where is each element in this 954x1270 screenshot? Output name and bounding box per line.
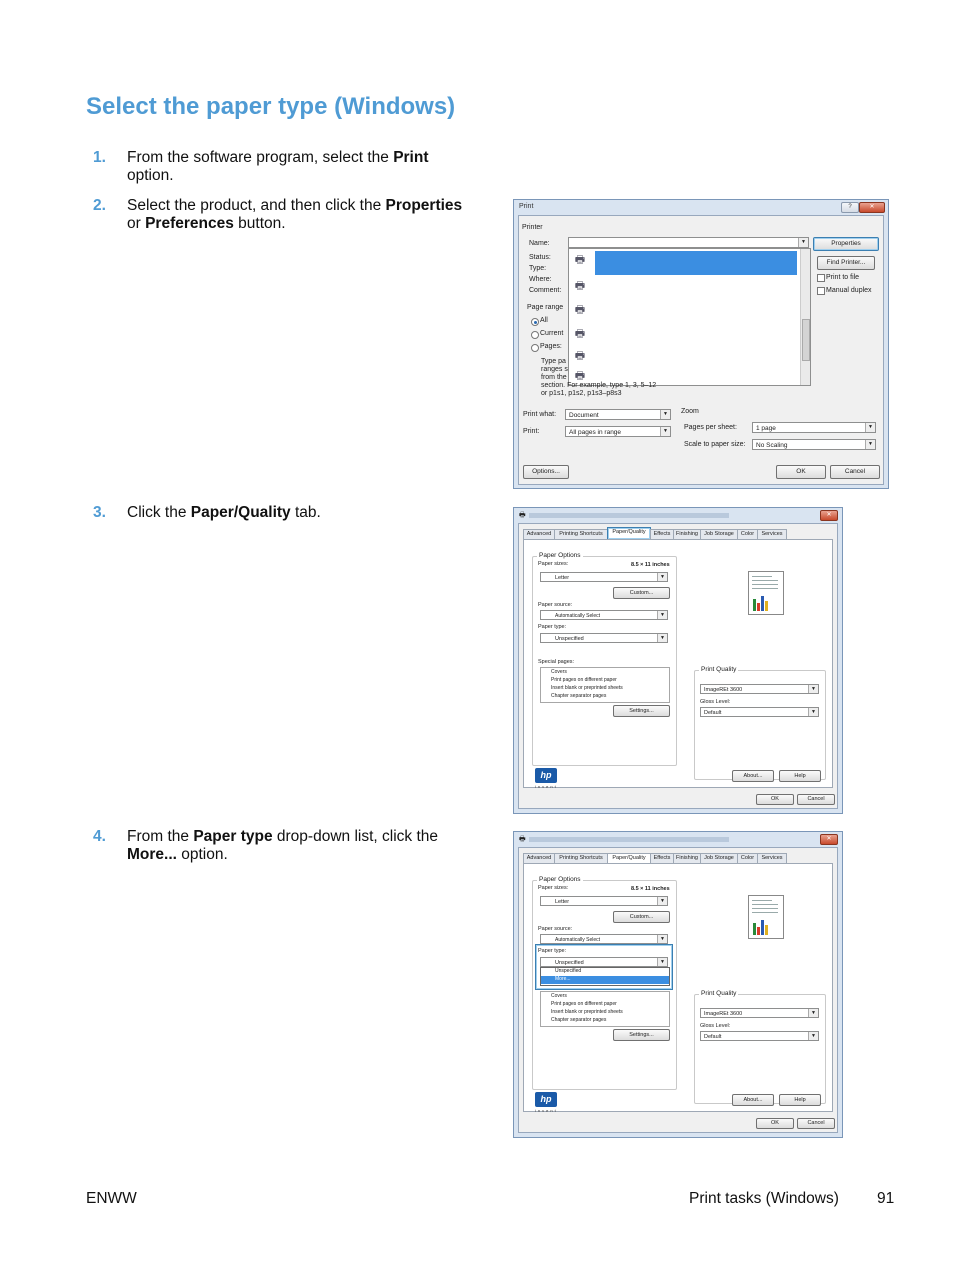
list-item[interactable]: Insert blank or preprinted sheets <box>551 1009 623 1015</box>
print-quality-select[interactable] <box>700 684 819 694</box>
list-item[interactable]: Print pages on different paper <box>551 1001 617 1007</box>
chevron-down-icon: ▼ <box>660 427 670 436</box>
paper-type-label: Paper type: <box>538 948 567 954</box>
paper-source-select[interactable] <box>540 934 668 944</box>
paper-size-dimensions: 8.5 × 11 inches <box>631 886 670 892</box>
chevron-down-icon: ▼ <box>657 573 667 581</box>
chevron-down-icon: ▼ <box>657 611 667 619</box>
hp-invent-tagline: invent <box>535 1108 558 1113</box>
chevron-down-icon: ▼ <box>808 1032 818 1040</box>
step-bold: Properties <box>385 197 463 214</box>
paper-source-select[interactable] <box>540 610 668 620</box>
paper-source-label: Paper source: <box>538 926 573 932</box>
footer-section: Print tasks (Windows) <box>689 1190 839 1207</box>
tab-services[interactable]: Services <box>757 853 787 863</box>
paper-size-value: Letter <box>555 575 570 581</box>
paper-sizes-label: Paper sizes: <box>538 885 569 891</box>
gloss-level-value: Default <box>704 1034 722 1040</box>
step-text: button. <box>233 215 286 232</box>
chevron-down-icon: ▼ <box>808 708 818 716</box>
tab-panel <box>523 863 833 1112</box>
page-range-label: Page range <box>527 304 564 311</box>
tab-job-storage[interactable]: Job Storage <box>700 529 738 539</box>
tab-paper-quality[interactable]: Paper/Quality <box>607 853 651 863</box>
properties-dialog-body <box>518 523 838 809</box>
step-text: tab. <box>290 504 321 521</box>
print-quality-value: ImageREt 3600 <box>704 687 743 693</box>
step-bold: Paper type <box>193 828 273 845</box>
printer-dropdown-list[interactable] <box>568 248 811 386</box>
manual-duplex-checkbox[interactable] <box>817 287 825 295</box>
gloss-level-select[interactable] <box>700 707 819 717</box>
close-icon[interactable]: ✕ <box>820 834 838 845</box>
hp-invent-tagline: invent <box>535 784 558 789</box>
special-pages-list[interactable] <box>540 991 670 1027</box>
document-preview-icon <box>748 895 784 939</box>
custom-button[interactable]: Custom... <box>613 911 670 923</box>
step-text: From the <box>127 828 194 845</box>
printer-icon[interactable]: 🖶 <box>574 350 586 362</box>
chevron-down-icon: ▼ <box>660 410 670 419</box>
current-label: Current <box>540 330 564 337</box>
step-bold: More... <box>127 846 177 863</box>
properties-button[interactable]: Properties <box>813 237 879 251</box>
special-pages-list[interactable] <box>540 667 670 703</box>
help-button[interactable]: Help <box>779 770 821 782</box>
gloss-level-label: Gloss Level: <box>700 699 731 705</box>
printer-icon: 🖶 <box>519 836 526 843</box>
print-quality-select[interactable] <box>700 1008 819 1018</box>
zoom-label: Zoom <box>681 408 699 415</box>
print-dialog-body <box>518 215 884 485</box>
properties-dialog <box>513 507 843 814</box>
page-range-hint: ranges s <box>541 366 568 373</box>
list-item[interactable]: Print pages on different paper <box>551 677 617 683</box>
scrollbar-thumb[interactable] <box>802 319 810 361</box>
print-to-file-label: Print to file <box>826 274 860 281</box>
all-label: All <box>540 317 548 324</box>
where-label: Where: <box>529 276 552 283</box>
print-to-file-checkbox[interactable] <box>817 274 825 282</box>
name-label: Name: <box>529 240 550 247</box>
tab-services[interactable]: Services <box>757 529 787 539</box>
chevron-down-icon: ▼ <box>657 935 667 943</box>
all-radio[interactable] <box>531 318 539 326</box>
chevron-down-icon: ▼ <box>798 238 808 247</box>
printer-group-label: Printer <box>522 224 543 231</box>
tab-panel <box>523 539 833 788</box>
page-number: 91 <box>877 1190 895 1207</box>
paper-size-value: Letter <box>555 899 570 905</box>
tab-job-storage[interactable]: Job Storage <box>700 853 738 863</box>
paper-size-select[interactable] <box>540 572 668 582</box>
ok-button[interactable]: OK <box>756 794 794 805</box>
paper-type-dropdown[interactable] <box>540 967 670 986</box>
properties-dialog-body <box>518 847 838 1133</box>
chevron-down-icon: ▼ <box>808 685 818 693</box>
ok-button[interactable]: OK <box>756 1118 794 1129</box>
dialog-title: Print <box>519 203 534 210</box>
tab-advanced[interactable]: Advanced <box>523 529 555 539</box>
step-text: Click the <box>127 504 191 521</box>
tab-printing-shortcuts[interactable]: Printing Shortcuts <box>554 529 608 539</box>
step-text: or <box>127 215 146 232</box>
cancel-button[interactable]: Cancel <box>830 465 880 479</box>
chevron-down-icon: ▼ <box>808 1009 818 1017</box>
paper-options-group <box>532 552 677 766</box>
about-button[interactable]: About... <box>732 1094 774 1106</box>
gloss-level-value: Default <box>704 710 722 716</box>
paper-source-label: Paper source: <box>538 602 573 608</box>
paper-type-value: Unspecified <box>555 960 584 966</box>
print-what-select[interactable] <box>565 409 671 420</box>
close-icon[interactable]: ✕ <box>859 202 885 213</box>
settings-button[interactable]: Settings... <box>613 705 670 717</box>
ok-button[interactable]: OK <box>776 465 826 479</box>
paper-options-group <box>532 876 677 1090</box>
scale-select[interactable] <box>752 439 876 450</box>
pages-per-sheet-label: Pages per sheet: <box>684 424 737 431</box>
step-bold: Paper/Quality <box>190 504 291 521</box>
step-number: 1. <box>93 149 106 166</box>
paper-options-title: Paper Options <box>539 552 581 559</box>
gloss-level-select[interactable] <box>700 1031 819 1041</box>
pages-per-sheet-select[interactable] <box>752 422 876 433</box>
step-number: 3. <box>93 504 106 521</box>
chevron-down-icon: ▼ <box>865 440 875 449</box>
tab-effects[interactable]: Effects <box>650 529 674 539</box>
printer-icon: 🖶 <box>519 512 526 519</box>
tab-finishing[interactable]: Finishing <box>673 853 701 863</box>
print-value: All pages in range <box>569 429 622 436</box>
step-text: option. <box>176 846 228 863</box>
hp-logo: hp <box>535 1092 557 1107</box>
options-button[interactable]: Options... <box>523 465 569 479</box>
document-preview-icon <box>748 571 784 615</box>
step-number: 4. <box>93 828 106 845</box>
printer-list-scrollbar[interactable] <box>800 249 810 385</box>
type-label: Type: <box>529 265 547 272</box>
status-label: Status: <box>529 254 551 261</box>
tab-finishing[interactable]: Finishing <box>673 529 701 539</box>
page-range-hint: section. For example, type 1, 3, 5–12 <box>541 382 657 389</box>
tab-advanced[interactable]: Advanced <box>523 853 555 863</box>
print-quality-group <box>694 990 826 1104</box>
close-icon[interactable]: ✕ <box>820 510 838 521</box>
gloss-level-label: Gloss Level: <box>700 1023 731 1029</box>
tab-effects[interactable]: Effects <box>650 853 674 863</box>
pages-radio[interactable] <box>531 344 539 352</box>
list-item[interactable]: Chapter separator pages <box>551 693 607 699</box>
paper-type-value: Unspecified <box>555 636 584 642</box>
tab-bar <box>523 529 833 539</box>
step-text: drop-down list, click the <box>272 828 438 845</box>
print-quality-title: Print Quality <box>701 666 737 673</box>
special-pages-label: Special pages: <box>538 659 575 665</box>
printer-highlight <box>595 251 797 275</box>
print-dialog <box>513 199 889 489</box>
custom-button[interactable]: Custom... <box>613 587 670 599</box>
chevron-down-icon: ▼ <box>657 897 667 905</box>
paper-size-select[interactable] <box>540 896 668 906</box>
print-label: Print: <box>523 428 540 435</box>
properties-dialog-paper-type <box>513 831 843 1138</box>
printer-icon[interactable]: 🖶 <box>574 304 586 316</box>
printer-icon[interactable]: 🖶 <box>574 370 586 382</box>
tab-paper-quality[interactable]: Paper/Quality <box>607 527 651 539</box>
list-item[interactable]: Insert blank or preprinted sheets <box>551 685 623 691</box>
page-range-hint: Type pa <box>541 358 566 365</box>
pages-label: Pages: <box>540 343 562 350</box>
printer-name-select[interactable] <box>568 237 809 248</box>
paper-source-value: Automatically Select <box>555 613 601 619</box>
tab-color[interactable]: Color <box>737 853 758 863</box>
print-select[interactable] <box>565 426 671 437</box>
paper-type-select[interactable] <box>540 633 668 643</box>
help-icon[interactable]: ? <box>841 202 859 213</box>
hp-logo: hp <box>535 768 557 783</box>
page-title: Select the paper type (Windows) <box>86 93 456 120</box>
paper-sizes-label: Paper sizes: <box>538 561 569 567</box>
scale-label: Scale to paper size: <box>684 441 746 448</box>
scale-value: No Scaling <box>756 442 788 449</box>
cancel-button[interactable]: Cancel <box>797 794 835 805</box>
step-text: Select the product, and then click the <box>127 197 386 214</box>
printer-icon[interactable]: 🖶 <box>574 328 586 340</box>
chevron-down-icon: ▼ <box>657 634 667 642</box>
option-more[interactable]: More... <box>555 976 571 982</box>
print-what-value: Document <box>569 412 599 419</box>
page-range-hint: or p1s1, p1s2, p1s3–p8s3 <box>541 390 622 397</box>
paper-options-title: Paper Options <box>539 876 581 883</box>
paper-type-label: Paper type: <box>538 624 567 630</box>
print-what-label: Print what: <box>523 411 557 418</box>
pages-per-sheet-value: 1 page <box>756 425 776 432</box>
tab-bar <box>523 853 833 863</box>
help-button[interactable]: Help <box>779 1094 821 1106</box>
step-bold: Print <box>393 149 429 166</box>
list-item[interactable]: Covers <box>551 993 567 999</box>
chevron-down-icon: ▼ <box>865 423 875 432</box>
current-radio[interactable] <box>531 331 539 339</box>
list-item[interactable]: Chapter separator pages <box>551 1017 607 1023</box>
print-quality-value: ImageREt 3600 <box>704 1011 743 1017</box>
tab-color[interactable]: Color <box>737 529 758 539</box>
option-unspecified[interactable]: Unspecified <box>555 968 582 974</box>
dialog-title-blurred <box>529 513 729 518</box>
tab-printing-shortcuts[interactable]: Printing Shortcuts <box>554 853 608 863</box>
step-text: From the software program, select the <box>127 149 394 166</box>
find-printer-button[interactable]: Find Printer... <box>817 256 875 270</box>
print-quality-title: Print Quality <box>701 990 737 997</box>
paper-type-select[interactable] <box>540 957 668 967</box>
page-range-hint: from the <box>541 374 567 381</box>
dialog-title-blurred <box>529 837 729 842</box>
comment-label: Comment: <box>529 287 562 294</box>
step-number: 2. <box>93 197 106 214</box>
about-button[interactable]: About... <box>732 770 774 782</box>
step-text: option. <box>127 167 174 184</box>
settings-button[interactable]: Settings... <box>613 1029 670 1041</box>
manual-duplex-label: Manual duplex <box>826 287 872 294</box>
list-item[interactable]: Covers <box>551 669 567 675</box>
paper-size-dimensions: 8.5 × 11 inches <box>631 562 670 568</box>
step-bold: Preferences <box>145 215 234 232</box>
cancel-button[interactable]: Cancel <box>797 1118 835 1129</box>
footer-left: ENWW <box>86 1190 137 1207</box>
print-quality-group <box>694 666 826 780</box>
printer-icon[interactable]: 🖶 <box>574 280 586 292</box>
printer-icon[interactable]: 🖶 <box>574 254 586 266</box>
chevron-down-icon: ▼ <box>657 958 667 966</box>
paper-source-value: Automatically Select <box>555 937 601 943</box>
